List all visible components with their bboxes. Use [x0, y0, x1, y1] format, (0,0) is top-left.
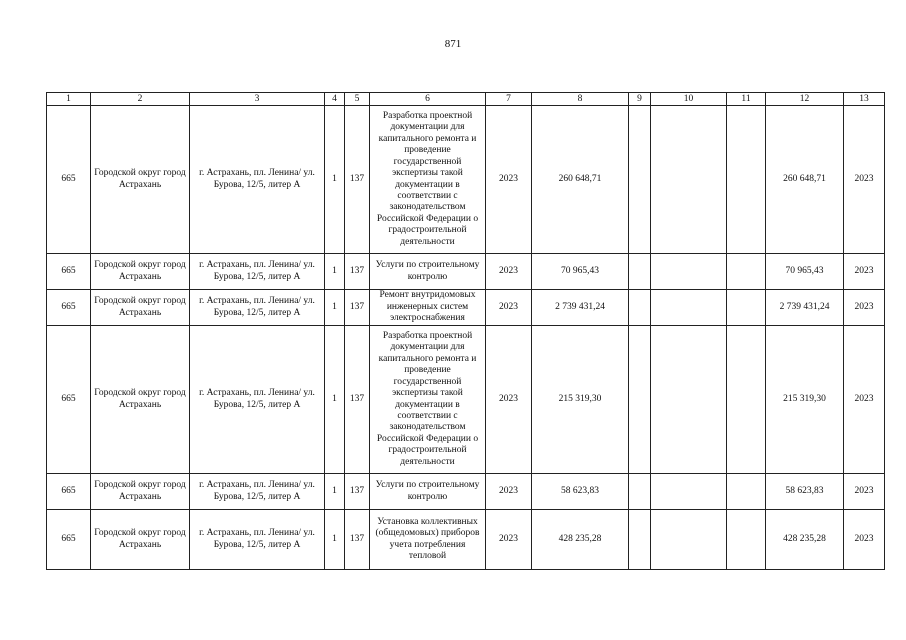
- cell-year: 2023: [486, 326, 532, 474]
- cell-col9: [629, 510, 651, 570]
- cell-cost: 260 648,71: [532, 106, 629, 254]
- cell-municipality: Городской округ город Астрахань: [91, 290, 190, 326]
- cell-col9: [629, 290, 651, 326]
- cell-address: г. Астрахань, пл. Ленина/ ул. Бурова, 12/5, литер А: [190, 326, 325, 474]
- column-header: 12: [766, 93, 844, 106]
- cell-col9: [629, 254, 651, 290]
- cell-year-end: 2023: [844, 106, 885, 254]
- cell-work-type: Разработка проектной документации для капитального ремонта и проведение государственной экспертизы такой документации в соответствии с законодательством Российской Федерации о градостроительной деятельности: [370, 326, 486, 474]
- cell-number: 665: [47, 254, 91, 290]
- cell-col4: 1: [325, 474, 345, 510]
- column-header: 9: [629, 93, 651, 106]
- table-row: [47, 510, 885, 570]
- cell-year-end: 2023: [844, 474, 885, 510]
- cell-total: 260 648,71: [766, 106, 844, 254]
- cell-year: 2023: [486, 510, 532, 570]
- table-row: [47, 106, 885, 254]
- cell-col10: [651, 326, 727, 474]
- cell-col10: [651, 254, 727, 290]
- capital-repair-table: [46, 92, 885, 570]
- column-header: 1: [47, 93, 91, 106]
- cell-number: 665: [47, 290, 91, 326]
- cell-total: 2 739 431,24: [766, 290, 844, 326]
- cell-col9: [629, 106, 651, 254]
- column-header: 4: [325, 93, 345, 106]
- cell-cost: 58 623,83: [532, 474, 629, 510]
- cell-year-end: 2023: [844, 510, 885, 570]
- cell-col5: 137: [345, 290, 370, 326]
- cell-col5: 137: [345, 510, 370, 570]
- column-header: 2: [91, 93, 190, 106]
- header-row: [47, 93, 885, 106]
- cell-col10: [651, 106, 727, 254]
- cell-cost: 70 965,43: [532, 254, 629, 290]
- cell-col11: [727, 106, 766, 254]
- cell-number: 665: [47, 326, 91, 474]
- cell-work-type: Услуги по строительному контролю: [370, 254, 486, 290]
- cell-cost: 215 319,30: [532, 326, 629, 474]
- table-row: [47, 474, 885, 510]
- column-header: 7: [486, 93, 532, 106]
- cell-col4: 1: [325, 106, 345, 254]
- cell-col5: 137: [345, 326, 370, 474]
- cell-col11: [727, 254, 766, 290]
- column-header: 11: [727, 93, 766, 106]
- cell-col11: [727, 474, 766, 510]
- cell-year-end: 2023: [844, 326, 885, 474]
- column-header: 10: [651, 93, 727, 106]
- cell-col5: 137: [345, 254, 370, 290]
- cell-col11: [727, 510, 766, 570]
- cell-cost: 428 235,28: [532, 510, 629, 570]
- cell-col4: 1: [325, 254, 345, 290]
- column-header: 3: [190, 93, 325, 106]
- column-header: 5: [345, 93, 370, 106]
- cell-municipality: Городской округ город Астрахань: [91, 106, 190, 254]
- cell-year: 2023: [486, 290, 532, 326]
- cell-municipality: Городской округ город Астрахань: [91, 510, 190, 570]
- cell-col11: [727, 290, 766, 326]
- cell-col9: [629, 474, 651, 510]
- cell-municipality: Городской округ город Астрахань: [91, 326, 190, 474]
- cell-col4: 1: [325, 290, 345, 326]
- cell-total: 58 623,83: [766, 474, 844, 510]
- cell-col10: [651, 474, 727, 510]
- cell-col5: 137: [345, 474, 370, 510]
- table-row: [47, 254, 885, 290]
- cell-work-type: Услуги по строительному контролю: [370, 474, 486, 510]
- cell-work-type: Установка коллективных (общедомовых) приборов учета потребления тепловой: [370, 510, 486, 570]
- column-header: 8: [532, 93, 629, 106]
- cell-work-type: Разработка проектной документации для капитального ремонта и проведение государственной экспертизы такой документации в соответствии с законодательством Российской Федерации о градостроительной деятельности: [370, 106, 486, 254]
- cell-year: 2023: [486, 254, 532, 290]
- cell-col10: [651, 290, 727, 326]
- cell-year-end: 2023: [844, 290, 885, 326]
- cell-total: 70 965,43: [766, 254, 844, 290]
- cell-number: 665: [47, 510, 91, 570]
- cell-municipality: Городской округ город Астрахань: [91, 254, 190, 290]
- page-number: 871: [444, 38, 462, 50]
- table-row: [47, 326, 885, 474]
- cell-number: 665: [47, 106, 91, 254]
- cell-address: г. Астрахань, пл. Ленина/ ул. Бурова, 12/5, литер А: [190, 474, 325, 510]
- cell-total: 428 235,28: [766, 510, 844, 570]
- cell-address: г. Астрахань, пл. Ленина/ ул. Бурова, 12/5, литер А: [190, 510, 325, 570]
- cell-col5: 137: [345, 106, 370, 254]
- cell-number: 665: [47, 474, 91, 510]
- cell-col9: [629, 326, 651, 474]
- cell-cost: 2 739 431,24: [532, 290, 629, 326]
- table-row: [47, 290, 885, 326]
- cell-col11: [727, 326, 766, 474]
- cell-address: г. Астрахань, пл. Ленина/ ул. Бурова, 12/5, литер А: [190, 290, 325, 326]
- cell-col10: [651, 510, 727, 570]
- cell-municipality: Городской округ город Астрахань: [91, 474, 190, 510]
- column-header: 13: [844, 93, 885, 106]
- cell-year-end: 2023: [844, 254, 885, 290]
- cell-address: г. Астрахань, пл. Ленина/ ул. Бурова, 12/5, литер А: [190, 106, 325, 254]
- column-header: 6: [370, 93, 486, 106]
- cell-work-type: Ремонт внутридомовых инженерных систем электроснабжения: [370, 290, 486, 326]
- cell-address: г. Астрахань, пл. Ленина/ ул. Бурова, 12/5, литер А: [190, 254, 325, 290]
- cell-year: 2023: [486, 474, 532, 510]
- cell-col4: 1: [325, 326, 345, 474]
- cell-col4: 1: [325, 510, 345, 570]
- cell-year: 2023: [486, 106, 532, 254]
- cell-total: 215 319,30: [766, 326, 844, 474]
